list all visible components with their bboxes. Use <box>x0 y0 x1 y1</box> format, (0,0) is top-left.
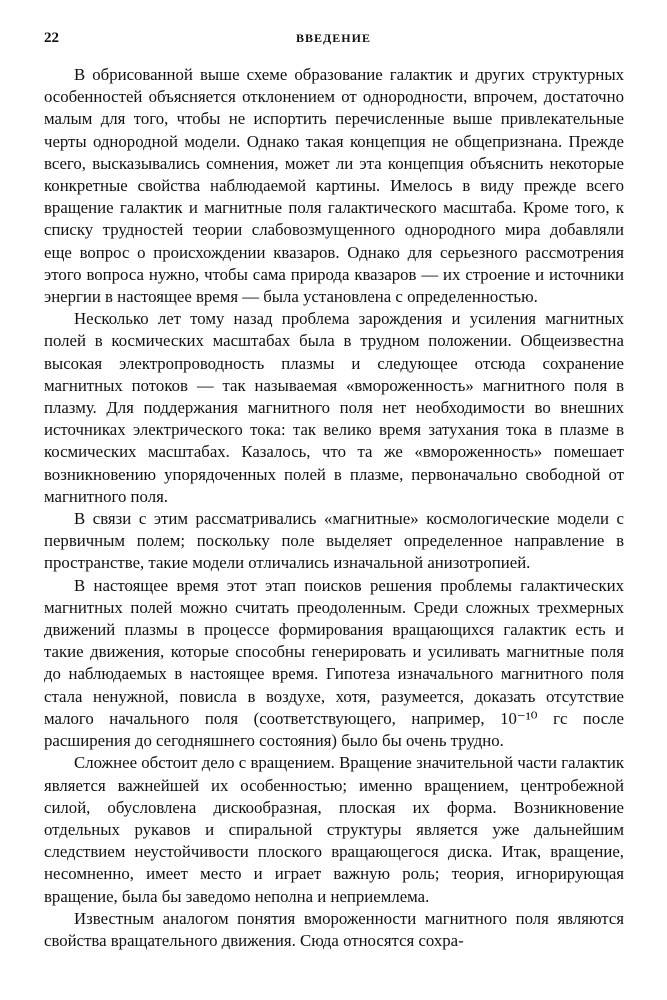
page-number: 22 <box>44 30 59 46</box>
paragraph: Сложнее обстоит дело с вращением. Вращение значительной части галактик является важнейшей их особенностью; именно вращением, центробежной силой, обусловлена дискообразная, плоская их форма. Возникновение отдельных рукавов и спиральной структуры является уже дальнейшим следствием неустойчивости плоского вращающегося диска. Итак, вращение, несомненно, имеет место и играет важную роль; теория, игнорирующая вращение, была бы заведомо неполна и неприемлема. <box>44 753 624 906</box>
paragraph: Несколько лет тому назад проблема зарождения и усиления магнитных полей в космических масштабах была в трудном положении. Общеизвестна высокая электропроводность плазмы и следующее отсюда сохранение магнитных потоков — так называемая «вмороженность» магнитного поля в плазму. Для поддержания магнитного поля нет необходимости во внешних источниках электрического тока: так велико время затухания тока в плазме в космических масштабах. Казалось, что та же «вмороженность» помешает возникновению упорядоченных полей в плазме, первоначально свободной от магнитного поля. <box>44 309 624 506</box>
body-text <box>44 64 624 952</box>
paragraph: В связи с этим рассматривались «магнитные» космологические модели с первичным полем; поскольку поле выделяет определенное направление в пространстве, такие модели отличались изначальной анизотропией. <box>44 509 624 573</box>
running-title: ВВЕДЕНИЕ <box>296 31 371 45</box>
paragraph: Известным аналогом понятия вмороженности магнитного поля являются свойства вращательного движения. Сюда относятся сохра- <box>44 908 624 950</box>
page-header <box>44 30 623 52</box>
paragraph: В обрисованной выше схеме образование галактик и других структурных особенностей объясняется отклонением от однородности, впрочем, достаточно малым для того, чтобы не испортить перечисленные выше привлекательные черты однородной модели. Однако такая концепция не общепризнана. Прежде всего, высказывались сомнения, может ли эта концепция объяснить некоторые конкретные свойства наблюдаемой картины. Имелось в виду прежде всего вращение галактик и магнитные поля галактического масштаба. Кроме того, к списку трудностей теории слабовозмущенного однородного мира добавляли еще вопрос о происхождении квазаров. Однако для серьезного рассмотрения этого вопроса нужно, чтобы сама природа квазаров — их строение и источники энергии в настоящее время — была установлена с определенностью. <box>44 65 624 307</box>
paragraph: В настоящее время этот этап поисков решения проблемы галактических магнитных полей можно считать преодоленным. Среди сложных трехмерных движений плазмы в процессе формирования вращающихся галактик есть и такие движения, которые способны генерировать и усиливать магнитные поля до наблюдаемых в настоящее время. Гипотеза изначального магнитного поля стала ненужной, повисла в воздухе, хотя, разумеется, доказать отсутствие малого начального поля (соответствующего, например, 10⁻¹⁰ гс после расширения до сегодняшнего состояния) было бы очень трудно. <box>44 575 624 751</box>
